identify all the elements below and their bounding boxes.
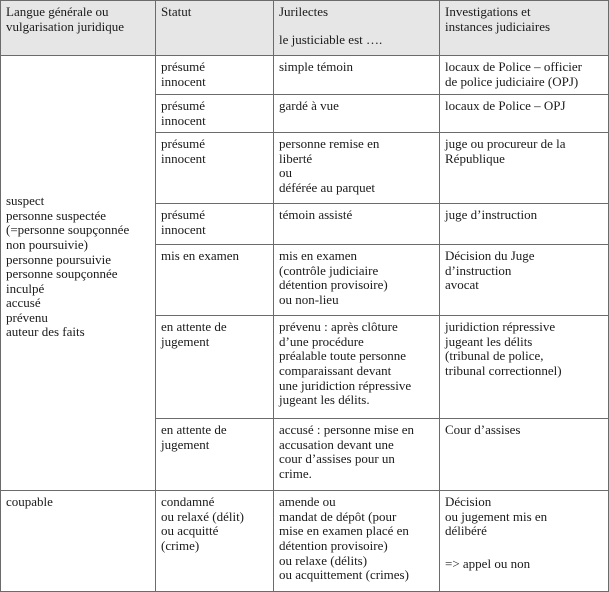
header-investigations: Investigations et instances judiciaires — [440, 1, 609, 56]
general-terms-guilty: coupable — [1, 491, 156, 592]
status-cell: condamné ou relaxé (délit) ou acquitté (crime) — [156, 491, 274, 592]
header-general-language: Langue générale ou vulgarisation juridique — [1, 1, 156, 56]
jurilect-cell: gardé à vue — [274, 95, 440, 133]
jurilect-cell: mis en examen (contrôle judiciaire détention provisoire) ou non-lieu — [274, 245, 440, 316]
instance-cell: juridiction répressive jugeant les délits (tribunal de police, tribunal correctionnel) — [440, 316, 609, 419]
instance-cell: juge ou procureur de la République — [440, 133, 609, 204]
status-cell: présumé innocent — [156, 133, 274, 204]
header-status: Statut — [156, 1, 274, 56]
header-jurilects-title: Jurilectes — [279, 4, 329, 19]
instance-cell: Décision du Juge d’instruction avocat — [440, 245, 609, 316]
instance-cell: juge d’instruction — [440, 204, 609, 245]
instance-cell: locaux de Police – officier de police judiciaire (OPJ) — [440, 56, 609, 95]
instance-cell: locaux de Police – OPJ — [440, 95, 609, 133]
instance-appeal: => appel ou non — [445, 555, 531, 571]
jurilect-cell: témoin assisté — [274, 204, 440, 245]
header-jurilects-subtitle: le justiciable est …. — [279, 31, 383, 47]
status-cell: présumé innocent — [156, 95, 274, 133]
status-cell: présumé innocent — [156, 204, 274, 245]
general-terms-suspect: suspect personne suspectée (=personne soupçonnée non poursuivie) personne poursuivie personne soupçonnée inculpé accusé prévenu auteur des faits — [1, 56, 156, 491]
instance-decision: Décision ou jugement mis en délibéré — [445, 494, 548, 539]
status-cell: présumé innocent — [156, 56, 274, 95]
status-cell: en attente de jugement — [156, 419, 274, 491]
status-cell: mis en examen — [156, 245, 274, 316]
header-jurilects — [274, 1, 440, 56]
header-row — [1, 1, 609, 56]
jurilect-cell: prévenu : après clôture d’une procédure préalable toute personne comparaissant devant une juridiction répressive jugeant les délits. — [274, 316, 440, 419]
jurilect-cell: amende ou mandat de dépôt (pour mise en examen placé en détention provisoire) ou relaxe (délits) ou acquittement (crimes) — [274, 491, 440, 592]
instance-cell: Cour d’assises — [440, 419, 609, 491]
instance-cell — [440, 491, 609, 592]
status-cell: en attente de jugement — [156, 316, 274, 419]
table-row — [1, 491, 609, 592]
jurilect-cell: simple témoin — [274, 56, 440, 95]
jurilect-cell: accusé : personne mise en accusation devant une cour d’assises pour un crime. — [274, 419, 440, 491]
jurilect-cell: personne remise en liberté ou déférée au parquet — [274, 133, 440, 204]
table-row — [1, 56, 609, 95]
